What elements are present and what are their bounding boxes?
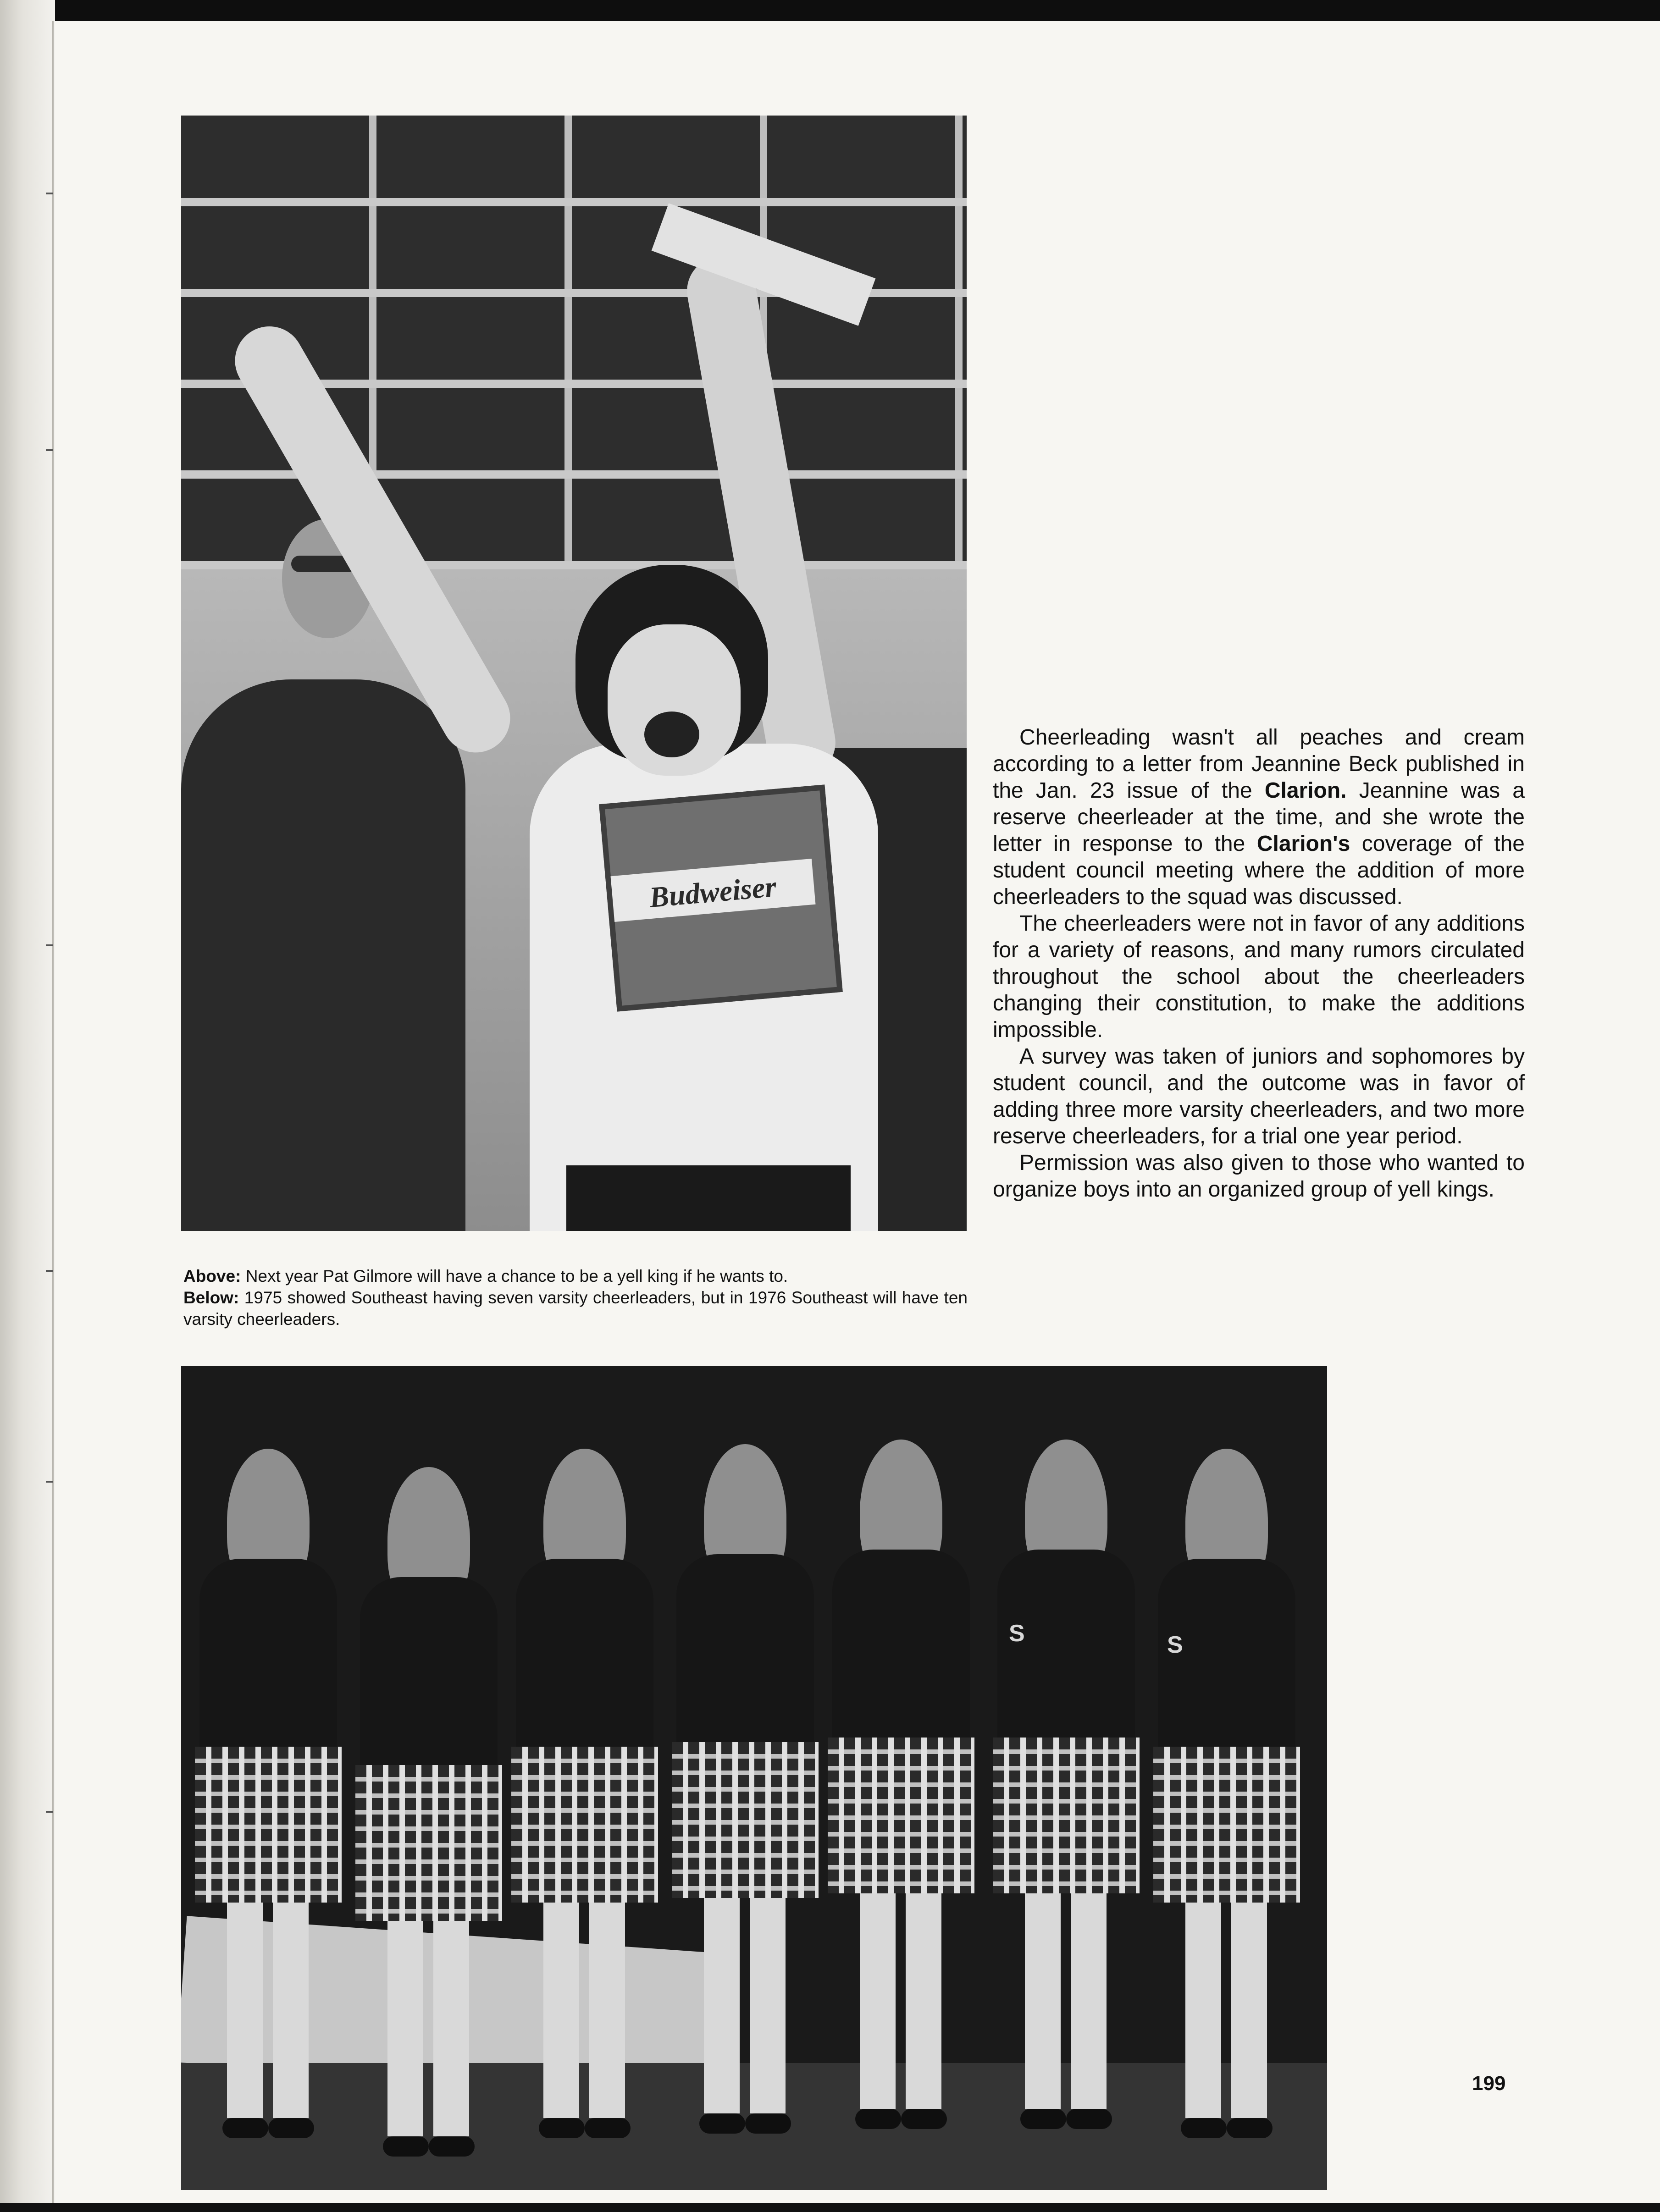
page-spine xyxy=(0,0,55,2212)
p1-text-a: Cheerleading wasn't all peaches and cream according to a letter from Jeannine Beck published in the Jan. 23 issue of the xyxy=(993,725,1525,803)
caption-above-text: Next year Pat Gilmore will have a chance to be a yell king if he wants to. xyxy=(245,1267,788,1285)
binding-tick xyxy=(46,1481,53,1483)
scan-bottom-edge xyxy=(0,2203,1660,2212)
scan-top-edge xyxy=(0,0,1660,21)
p1-text-c: Jeannine was a reserve cheerleader at the time, and she wrote the letter in response to the xyxy=(993,778,1525,856)
sweater-letters xyxy=(181,1366,1327,2190)
p1-clarions: Clarion's xyxy=(1256,832,1350,856)
shirt-brand-text: Budweiser xyxy=(648,870,778,914)
article-paragraph-3: A survey was taken of juniors and sophomores by student council, and the outcome was in favor of adding three more varsity cheerleaders, and two more reserve cheerleaders, for a trial one year period. xyxy=(993,1044,1525,1148)
binding-tick xyxy=(46,1811,53,1813)
binding-tick xyxy=(46,1270,53,1272)
sweater-letter: S xyxy=(1167,1632,1183,1658)
photo-cheerleaders xyxy=(181,1366,1327,2190)
spine-edge-line xyxy=(52,21,54,2203)
binding-tick xyxy=(46,944,53,946)
open-mouth xyxy=(644,712,699,757)
article-paragraph-4: Permission was also given to those who wanted to organize boys into an organized group of yell kings. xyxy=(993,1151,1525,1202)
caption-above-label: Above: xyxy=(183,1267,241,1285)
photo-cheering-student xyxy=(181,116,967,1231)
photo-caption xyxy=(183,1265,968,1330)
article-paragraph-1 xyxy=(993,724,1525,910)
article-paragraph-2: The cheerleaders were not in favor of any additions for a variety of reasons, and many rumors circulated throughout the school about the cheerleaders changing their constitution, to make the additions impossible. xyxy=(993,911,1525,1042)
binding-tick xyxy=(46,193,53,194)
p1-text-e: coverage of the student council meeting where the addition of more cheerleaders to the squad was discussed. xyxy=(993,832,1525,909)
student-pants xyxy=(566,1165,851,1231)
caption-below-text: 1975 showed Southeast having seven varsity cheerleaders, but in 1976 Southeast will have ten varsity cheerleaders. xyxy=(183,1288,968,1329)
shirt-logo-lettering xyxy=(181,116,967,1231)
binding-tick xyxy=(46,449,53,451)
page-number: 199 xyxy=(1472,2072,1506,2095)
sweater-letter: S xyxy=(1009,1620,1025,1647)
p1-clarion: Clarion. xyxy=(1264,778,1347,803)
article-body xyxy=(993,724,1525,1203)
caption-below-label: Below: xyxy=(183,1288,239,1307)
